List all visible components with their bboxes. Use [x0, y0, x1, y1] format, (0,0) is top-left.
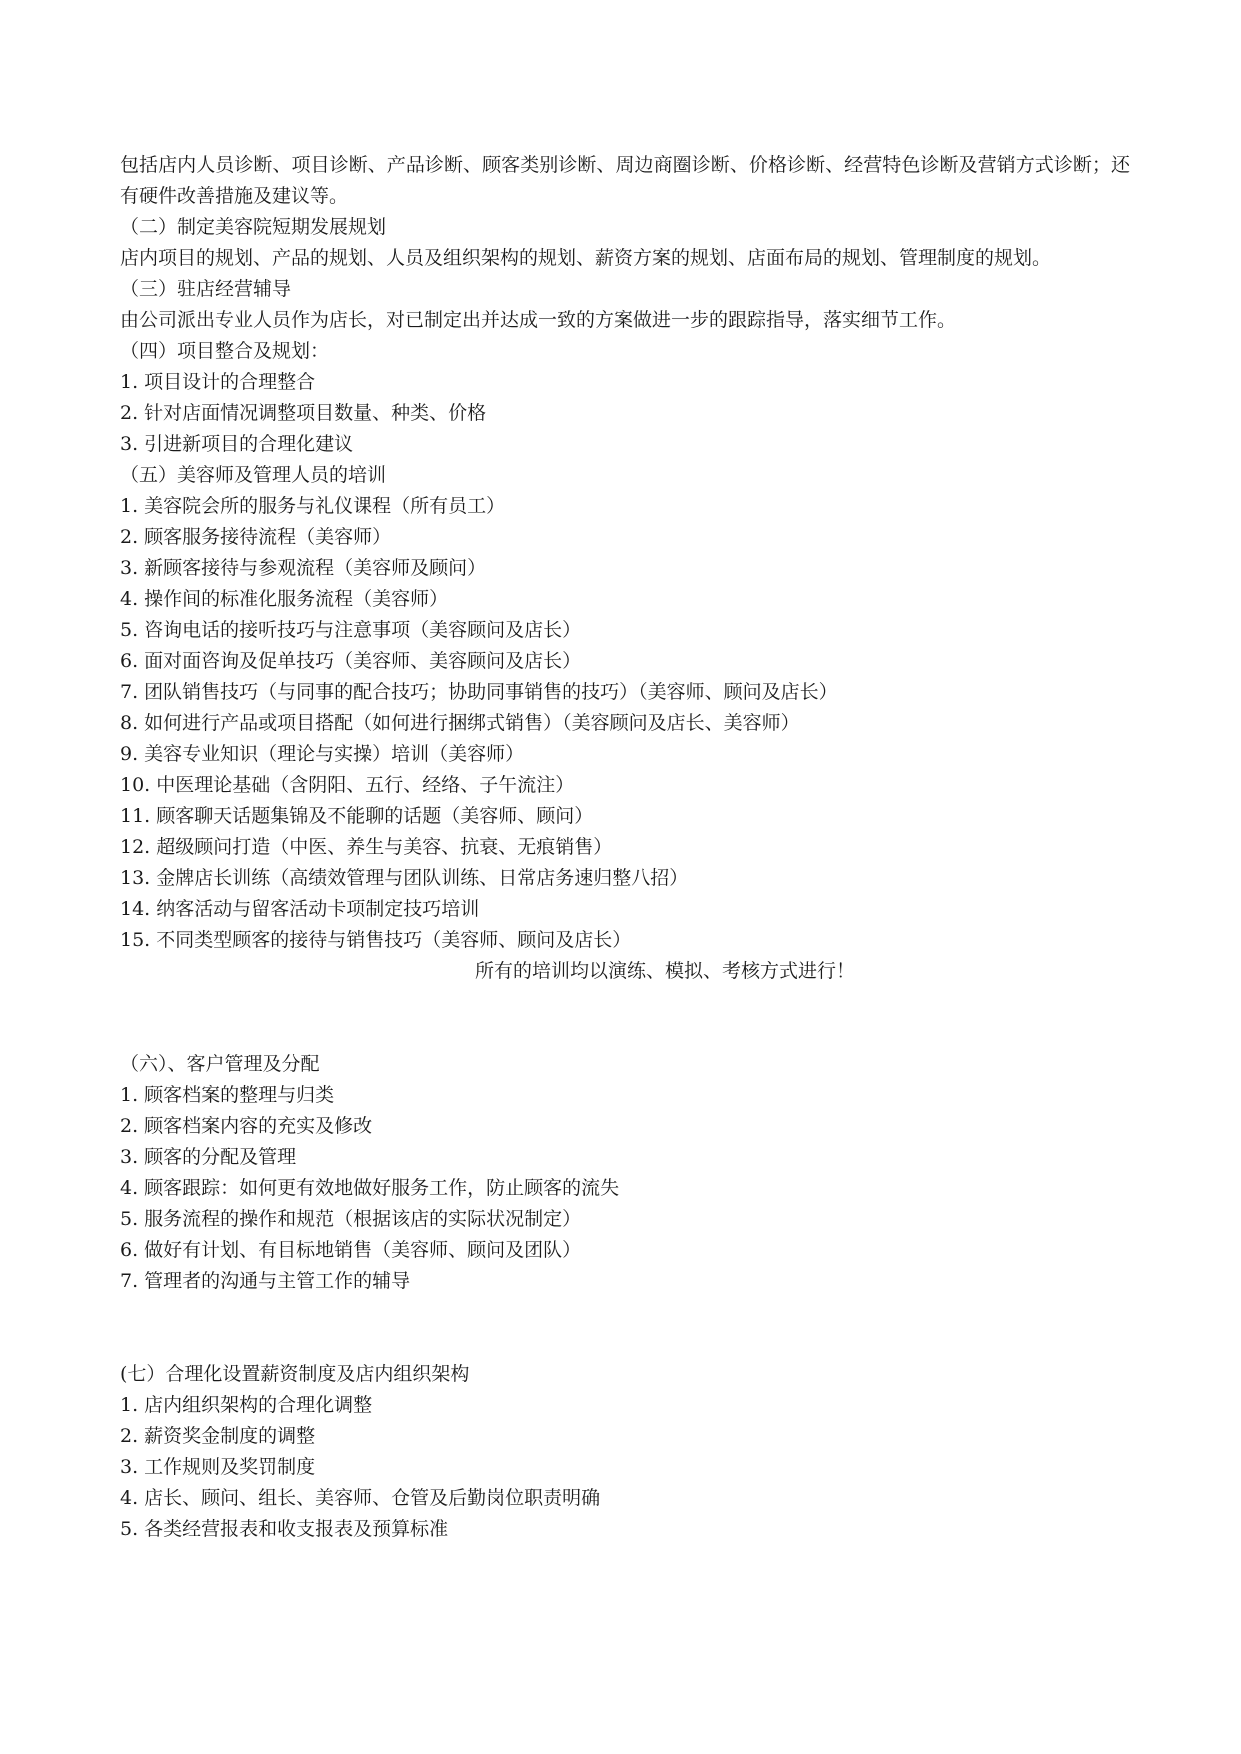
section7-heading: (七）合理化设置薪资制度及店内组织架构 — [120, 1363, 470, 1385]
list-item: 1. 店内组织架构的合理化调整 — [120, 1394, 373, 1416]
list-item: 5. 咨询电话的接听技巧与注意事项（美容顾问及店长） — [120, 619, 582, 641]
list-item: 7. 团队销售技巧（与同事的配合技巧；协助同事销售的技巧）（美容师、顾问及店长） — [120, 681, 838, 703]
spacer — [120, 1297, 1130, 1359]
section3-body: 由公司派出专业人员作为店长，对已制定出并达成一致的方案做进一步的跟踪指导，落实细节工作。 — [120, 309, 957, 331]
list-item: 2. 薪资奖金制度的调整 — [120, 1425, 316, 1447]
list-item: 4. 店长、顾问、组长、美容师、仓管及后勤岗位职责明确 — [120, 1487, 601, 1509]
list-item: 3. 引进新项目的合理化建议 — [120, 433, 354, 455]
section4-heading: （四）项目整合及规划： — [120, 340, 330, 362]
list-item: 3. 新顾客接待与参观流程（美容师及顾问） — [120, 557, 487, 579]
spacer — [120, 987, 1130, 1049]
section3-heading: （三）驻店经营辅导 — [120, 278, 292, 300]
list-item: 1. 美容院会所的服务与礼仪课程（所有员工） — [120, 495, 506, 517]
list-item: 7. 管理者的沟通与主管工作的辅导 — [120, 1270, 411, 1292]
intro-paragraph: 包括店内人员诊断、项目诊断、产品诊断、顾客类别诊断、周边商圈诊断、价格诊断、经营特色诊断及营销方式诊断；还有硬件改善措施及建议等。 — [120, 154, 1130, 207]
section2-body: 店内项目的规划、产品的规划、人员及组织架构的规划、薪资方案的规划、店面布局的规划、管理制度的规划。 — [120, 247, 1052, 269]
list-item: 10. 中医理论基础（含阴阳、五行、经络、子午流注） — [120, 774, 575, 796]
list-item: 4. 操作间的标准化服务流程（美容师） — [120, 588, 449, 610]
list-item: 11. 顾客聊天话题集锦及不能聊的话题（美容师、顾问） — [120, 805, 594, 827]
list-item: 12. 超级顾问打造（中医、养生与美容、抗衰、无痕销售） — [120, 836, 613, 858]
list-item: 5. 各类经营报表和收支报表及预算标准 — [120, 1518, 449, 1540]
list-item: 14. 纳客活动与留客活动卡项制定技巧培训 — [120, 898, 480, 920]
list-item: 6. 做好有计划、有目标地销售（美容师、顾问及团队） — [120, 1239, 582, 1261]
list-item: 6. 面对面咨询及促单技巧（美容师、美容顾问及店长） — [120, 650, 582, 672]
list-item: 4. 顾客跟踪：如何更有效地做好服务工作，防止顾客的流失 — [120, 1177, 620, 1199]
document-page — [120, 150, 1130, 1545]
list-item: 3. 工作规则及奖罚制度 — [120, 1456, 316, 1478]
list-item: 2. 针对店面情况调整项目数量、种类、价格 — [120, 402, 487, 424]
section2-heading: （二）制定美容院短期发展规划 — [120, 216, 387, 238]
list-item: 13. 金牌店长训练（高绩效管理与团队训练、日常店务速归整八招） — [120, 867, 689, 889]
training-note: 所有的培训均以演练、模拟、考核方式进行！ — [474, 960, 855, 982]
section6-heading: （六）、客户管理及分配 — [120, 1053, 320, 1075]
list-item: 3. 顾客的分配及管理 — [120, 1146, 297, 1168]
list-item: 9. 美容专业知识（理论与实操）培训（美容师） — [120, 743, 525, 765]
list-item: 1. 顾客档案的整理与归类 — [120, 1084, 335, 1106]
list-item: 2. 顾客服务接待流程（美容师） — [120, 526, 392, 548]
section5-heading: （五）美容师及管理人员的培训 — [120, 464, 387, 486]
list-item: 15. 不同类型顾客的接待与销售技巧（美容师、顾问及店长） — [120, 929, 632, 951]
list-item: 2. 顾客档案内容的充实及修改 — [120, 1115, 373, 1137]
list-item: 1. 项目设计的合理整合 — [120, 371, 316, 393]
list-item: 5. 服务流程的操作和规范（根据该店的实际状况制定） — [120, 1208, 582, 1230]
list-item: 8. 如何进行产品或项目搭配（如何进行捆绑式销售）（美容顾问及店长、美容师） — [120, 712, 800, 734]
